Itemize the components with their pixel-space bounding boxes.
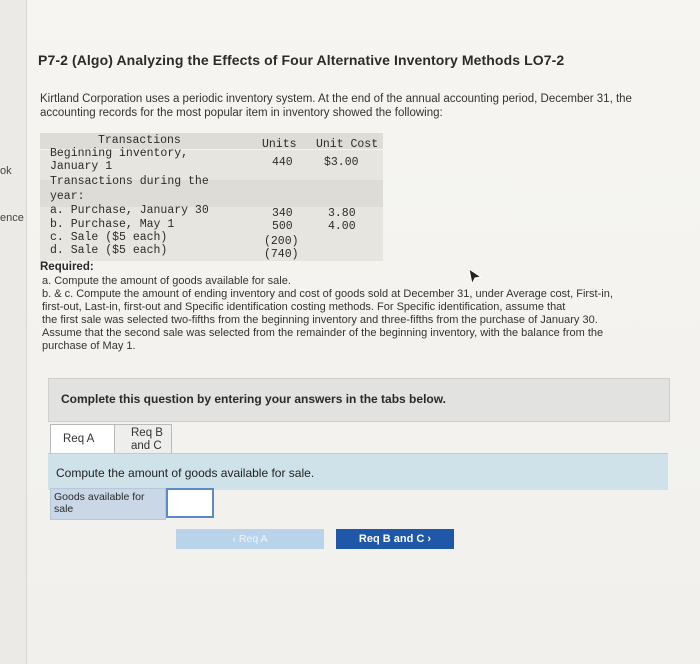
required-label: Required: xyxy=(40,261,94,273)
tab-req-bc[interactable] xyxy=(114,424,172,456)
header-transactions: Transactions xyxy=(98,134,181,147)
left-margin xyxy=(0,0,27,664)
table-row-label: b. Purchase, May 1 xyxy=(50,218,175,231)
tab-req-bc-line1: Req B xyxy=(131,427,163,439)
chevron-right-icon: › xyxy=(427,533,432,545)
table-row-units: (200) xyxy=(264,235,299,248)
goods-available-input[interactable] xyxy=(166,488,214,518)
tab-req-bc-label xyxy=(131,427,163,453)
tab-req-bc-line2: and C xyxy=(131,440,162,452)
required-line: first-out, Last-in, first-out and Specific identification costing methods. For Specific identification, assume that xyxy=(42,301,566,313)
prev-button-label: Req A xyxy=(238,533,268,545)
required-line: b. & c. Compute the amount of ending inventory and cost of goods sold at December 31, under Average cost, First-in, xyxy=(42,288,613,300)
instructions-text: Complete this question by entering your answers in the tabs below. xyxy=(61,392,446,406)
table-row-units: 340 xyxy=(272,207,293,220)
required-line: a. Compute the amount of goods available for sale. xyxy=(42,275,291,287)
req-panel xyxy=(48,454,668,490)
required-line: the first sale was selected two-fifths from the beginning inventory and three-fifths from the purchase of January 30. xyxy=(42,314,598,326)
intro-line-2: accounting records for the most popular item in inventory showed the following: xyxy=(40,107,443,119)
table-row-units: (740) xyxy=(264,248,299,261)
next-button[interactable] xyxy=(336,529,454,549)
table-row-label: Transactions during the xyxy=(50,175,209,188)
tab-req-a[interactable] xyxy=(50,424,116,456)
table-row-units: 500 xyxy=(272,220,293,233)
header-units: Units xyxy=(262,138,297,151)
chevron-left-icon: ‹ xyxy=(232,533,236,545)
table-row-label: a. Purchase, January 30 xyxy=(50,204,209,217)
instructions-box xyxy=(48,378,670,422)
answer-label xyxy=(50,488,166,520)
table-row-cost: 4.00 xyxy=(328,220,356,233)
required-line: Assume that the second sale was selected from the remainder of the beginning inventory, with the balance from the xyxy=(42,327,604,339)
table-row-cost: 3.80 xyxy=(328,207,356,220)
prev-button[interactable] xyxy=(176,529,324,549)
margin-label-mid: ence xyxy=(0,212,24,224)
panel-prompt: Compute the amount of goods available for sale. xyxy=(56,466,315,480)
tab-req-a-label: Req A xyxy=(63,433,95,445)
table-row-units: 440 xyxy=(272,156,293,169)
mouse-cursor-icon xyxy=(468,268,482,286)
problem-title: P7-2 (Algo) Analyzing the Effects of Four Alternative Inventory Methods LO7-2 xyxy=(38,52,565,68)
required-line: purchase of May 1. xyxy=(42,340,136,352)
table-row-label: d. Sale ($5 each) xyxy=(50,244,168,257)
table-row-label: Beginning inventory, xyxy=(50,147,189,160)
margin-label-top: ok xyxy=(0,165,12,177)
table-row-label: January 1 xyxy=(50,160,113,173)
header-unit-cost: Unit Cost xyxy=(316,138,379,151)
answer-label-text: Goods available for sale xyxy=(54,491,145,515)
table-row-label: year: xyxy=(50,190,85,203)
intro-line-1: Kirtland Corporation uses a periodic inventory system. At the end of the annual accounting period, December 31, the xyxy=(40,93,632,105)
next-button-label: Req B and C xyxy=(358,533,425,545)
problem-intro xyxy=(40,92,670,120)
table-row-label: c. Sale ($5 each) xyxy=(50,231,168,244)
table-row-cost: $3.00 xyxy=(324,156,359,169)
